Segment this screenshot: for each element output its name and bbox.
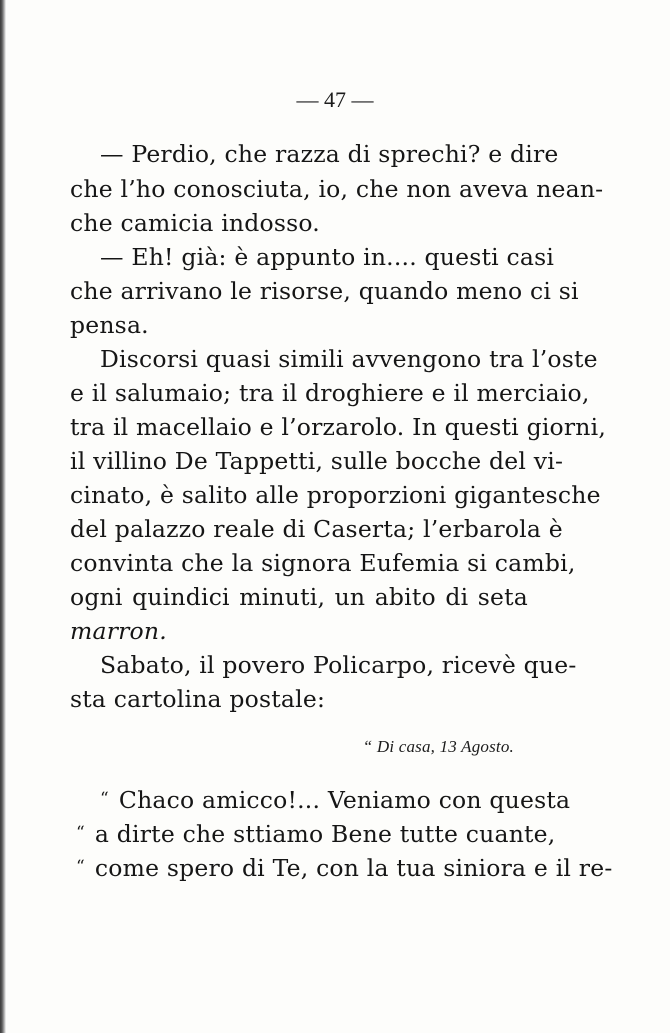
text-line: Discorsi quasi simili avvengono tra l’oste — [100, 345, 598, 373]
text-line: che arrivano le risorse, quando meno ci si — [70, 277, 579, 305]
text-line: che l’ho conosciuta, io, che non aveva nean- — [70, 175, 604, 203]
text-line: e il salumaio; tra il droghiere e il merciaio, — [70, 379, 590, 407]
text-line-italic: marron. — [70, 617, 167, 645]
text-line: che camicia indosso. — [70, 209, 320, 237]
letter-line-text: a dirte che sttiamo Bene tutte cuante, — [94, 820, 556, 848]
text-line: cinato, è salito alle proporzioni gigantesche — [70, 481, 601, 509]
text-line: sta cartolina postale: — [70, 685, 326, 713]
quote-mark: “ — [76, 857, 85, 877]
letter-line — [76, 850, 613, 884]
text-line: ogni quindici minuti, un abito di seta — [70, 583, 528, 611]
letter-line-text: Chaco amicco!... Veniamo con questa — [118, 786, 571, 814]
text-line: — Eh! già: è appunto in.... questi casi — [100, 243, 555, 271]
text-line: del palazzo reale di Caserta; l’erbarola è — [70, 515, 563, 543]
quote-mark: “ — [76, 823, 85, 843]
text-line: tra il macellaio e l’orzarolo. In questi giorni, — [70, 413, 607, 441]
text-line: Sabato, il povero Policarpo, ricevè que- — [100, 651, 577, 679]
quote-mark: “ — [100, 789, 109, 809]
letter-dateline: “ Di casa, 13 Agosto. — [362, 737, 514, 756]
page-number: — 47 — — [296, 87, 374, 112]
text-line: — Perdio, che razza di sprechi? e dire — [100, 140, 559, 168]
page-binding-edge — [0, 0, 6, 1033]
text-line: pensa. — [70, 311, 149, 339]
text-line: il villino De Tappetti, sulle bocche del vi- — [70, 447, 564, 475]
letter-line — [76, 816, 556, 850]
letter-line-text: come spero di Te, con la tua siniora e il re- — [94, 854, 613, 882]
letter-line — [100, 782, 571, 816]
text-line: convinta che la signora Eufemia si cambi, — [70, 549, 576, 577]
